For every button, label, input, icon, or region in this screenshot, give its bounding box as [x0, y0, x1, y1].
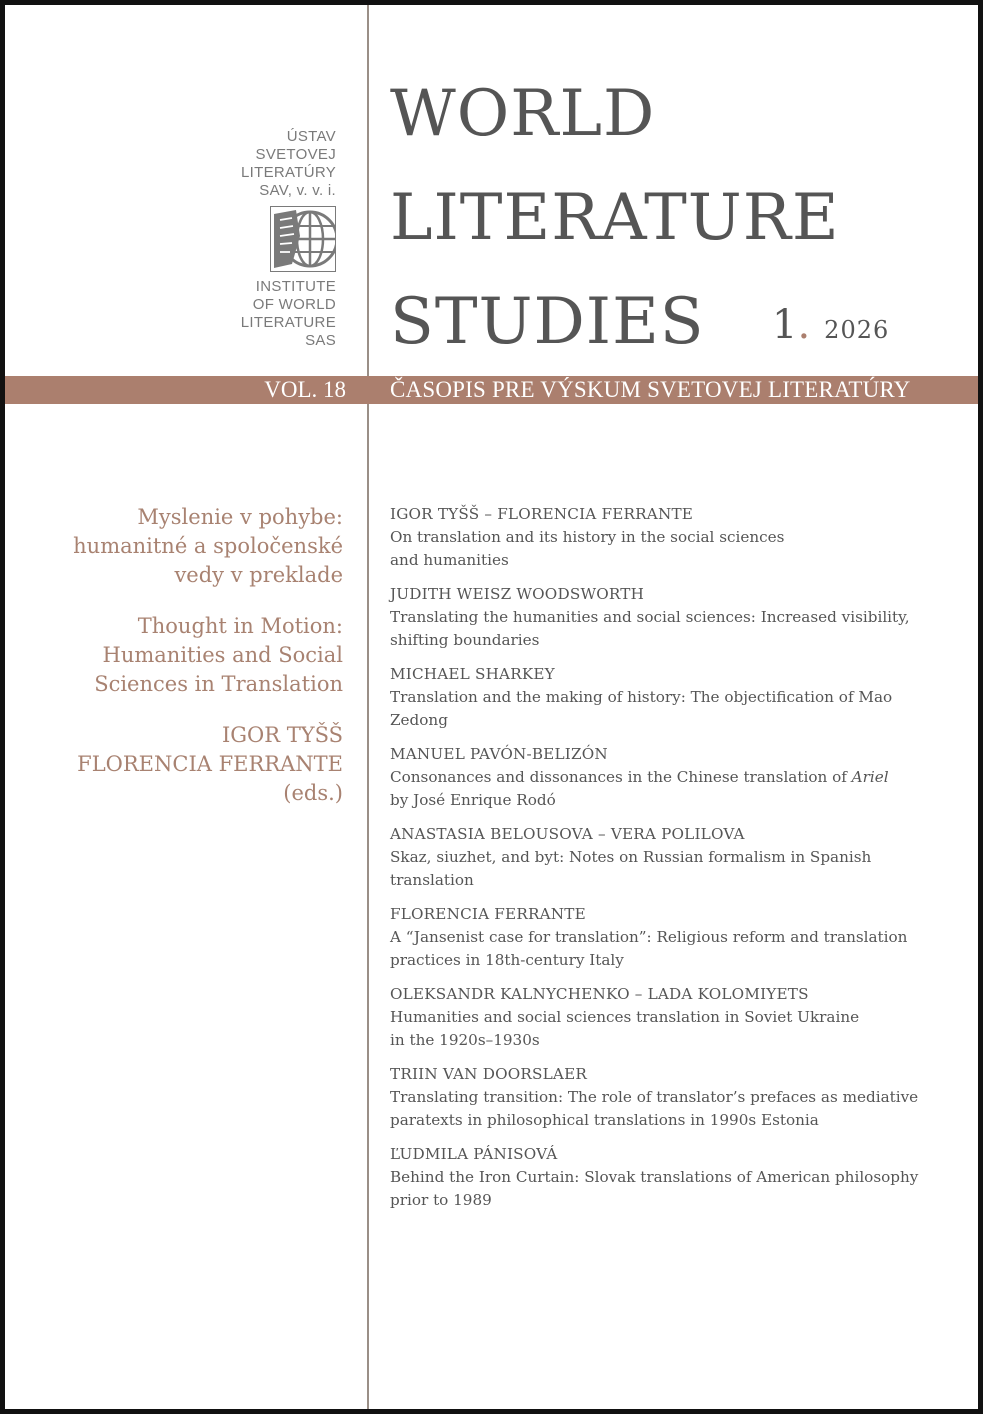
logo-text-line: OF WORLD — [252, 296, 336, 313]
theme-line: vedy v preklade — [174, 563, 343, 587]
toc-entry[interactable] — [390, 743, 910, 812]
theme-slovak — [23, 503, 343, 590]
logo-text-line: SVETOVEJ — [255, 146, 336, 163]
toc-entry[interactable] — [390, 983, 910, 1052]
toc-author: JUDITH WEISZ WOODSWORTH — [390, 585, 645, 603]
toc-title-line: Zedong — [390, 711, 448, 729]
issue-number: 1 — [772, 302, 798, 348]
editor-line: FLORENCIA FERRANTE — [77, 752, 343, 776]
toc-title-line: paratexts in philosophical translations in 1990s Estonia — [390, 1111, 819, 1129]
toc-title-line: shifting boundaries — [390, 631, 540, 649]
logo-text-line: LITERATÚRY — [241, 164, 336, 181]
toc-entry[interactable] — [390, 583, 910, 652]
institute-logo — [241, 128, 336, 350]
theme-line: Humanities and Social — [102, 643, 343, 667]
toc-author: IGOR TYŠŠ – FLORENCIA FERRANTE — [390, 505, 694, 523]
toc-title-text: Consonances and dissonances in the Chinese translation of — [390, 768, 852, 786]
toc-entry[interactable] — [390, 1063, 919, 1132]
toc-entry[interactable] — [390, 663, 910, 732]
toc-title-line: Humanities and social sciences translation in Soviet Ukraine — [390, 1008, 860, 1026]
toc-title-line: in the 1920s–1930s — [390, 1031, 540, 1049]
journal-subtitle: ČASOPIS PRE VÝSKUM SVETOVEJ LITERATÚRY — [390, 377, 911, 402]
logo-text-line: LITERATURE — [240, 314, 336, 331]
toc-title-line: Translating transition: The role of translator’s prefaces as mediative — [390, 1088, 919, 1106]
toc-title-line: by José Enrique Rodó — [390, 791, 556, 809]
column-divider — [367, 5, 369, 1409]
toc-title-italic: Ariel — [851, 768, 889, 786]
title-line-world: WORLD — [390, 77, 656, 151]
issue-year: 2026 — [824, 316, 890, 344]
toc-author: MICHAEL SHARKEY — [390, 665, 555, 683]
volume-label: VOL. 18 — [264, 377, 346, 402]
toc-title-line: On translation and its history in the social sciences — [390, 528, 785, 546]
toc-title-line: A “Jansenist case for translation”: Religious reform and translation — [390, 928, 908, 946]
toc-entry[interactable] — [390, 823, 910, 892]
theme-line: Myslenie v pohybe: — [137, 505, 343, 529]
issue-dot: . — [797, 302, 811, 348]
toc-title-line: Translating the humanities and social sciences: Increased visibility, — [390, 608, 910, 626]
editor-line: IGOR TYŠŠ — [221, 723, 343, 747]
logo-text-line: ÚSTAV — [286, 128, 336, 145]
table-of-contents — [390, 503, 919, 1223]
toc-author: TRIIN VAN DOORSLAER — [390, 1065, 587, 1083]
globe-book-emblem-icon — [270, 206, 336, 272]
toc-author: OLEKSANDR KALNYCHENKO – LADA KOLOMIYETS — [390, 985, 809, 1003]
toc-title-line: translation — [390, 871, 474, 889]
theme-line: Sciences in Translation — [94, 672, 343, 696]
toc-title-line: practices in 18th-century Italy — [390, 951, 624, 969]
toc-author: ĽUDMILA PÁNISOVÁ — [390, 1145, 558, 1163]
issue-theme — [23, 503, 343, 830]
toc-title-line: prior to 1989 — [390, 1191, 492, 1209]
toc-title-line: Skaz, siuzhet, and byt: Notes on Russian formalism in Spanish — [390, 848, 872, 866]
title-line-literature: LITERATURE — [390, 181, 840, 255]
toc-title-line: Translation and the making of history: The objectification of Mao — [390, 688, 893, 706]
toc-entry[interactable] — [390, 903, 910, 972]
toc-entry[interactable] — [390, 1143, 919, 1212]
theme-line: humanitné a spoločenské — [73, 534, 343, 558]
toc-title-line: Behind the Iron Curtain: Slovak translations of American philosophy — [390, 1168, 919, 1186]
issue-label — [772, 302, 889, 348]
title-line-studies: STUDIES — [390, 285, 705, 359]
theme-line: Thought in Motion: — [137, 614, 343, 638]
toc-title-line: and humanities — [390, 551, 509, 569]
toc-entry[interactable] — [390, 503, 910, 572]
theme-english — [23, 612, 343, 699]
toc-author: ANASTASIA BELOUSOVA – VERA POLILOVA — [390, 825, 745, 843]
toc-author: FLORENCIA FERRANTE — [390, 905, 586, 923]
logo-text-line: SAS — [305, 332, 336, 349]
editor-line: (eds.) — [283, 781, 343, 805]
toc-title-line — [390, 766, 910, 789]
toc-author: MANUEL PAVÓN-BELIZÓN — [390, 745, 608, 763]
theme-editors — [23, 721, 343, 808]
logo-text-line: INSTITUTE — [255, 278, 336, 295]
logo-text-line: SAV, v. v. i. — [259, 182, 336, 199]
